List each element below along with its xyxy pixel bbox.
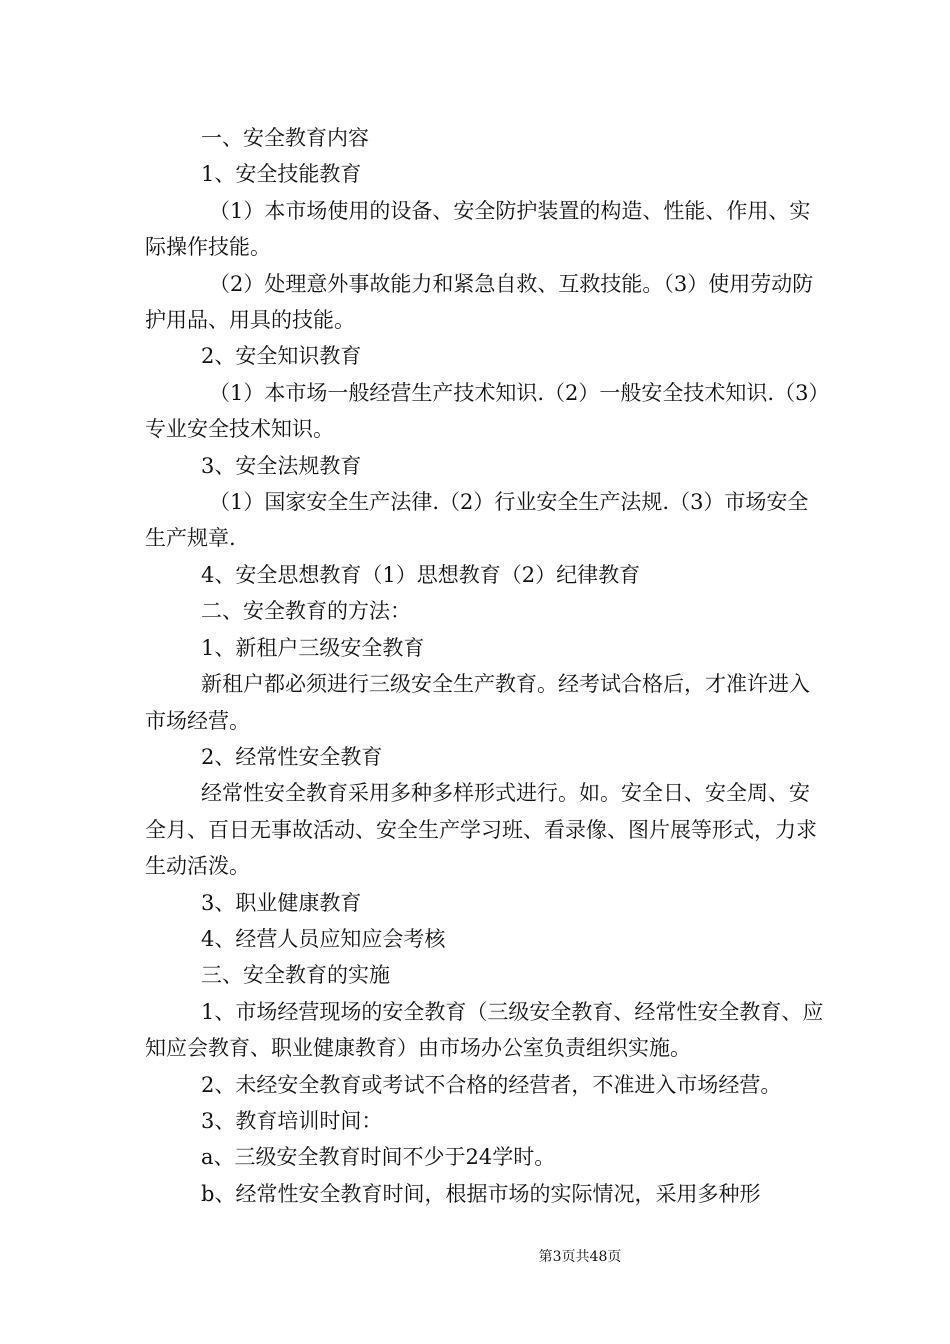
- document-body: [145, 120, 825, 1212]
- paragraph-regulation: （1）国家安全生产法律.（2）行业安全生产法规.（3）市场安全生产规章.: [145, 490, 809, 551]
- paragraph-regular-education: 经常性安全教育采用多种多样形式进行。如。安全日、安全周、安全月、百日无事故活动、安全生产学习班、看录像、图片展等形式，力求生动活泼。: [145, 781, 817, 879]
- heading-section-3: 三、安全教育的实施: [201, 963, 390, 988]
- subheading-regulation-education: 3、安全法规教育: [201, 453, 362, 478]
- paragraph-skill-1: （1）本市场使用的设备、安全防护装置的构造、性能、作用、实际操作技能。: [145, 198, 811, 260]
- paragraph-implementation-1: 1、市场经营现场的安全教育（三级安全教育、经常性安全教育、应知应会教育、职业健康教育）由市场办公室负责组织实施。: [145, 999, 824, 1061]
- subheading-health-education: 3、职业健康教育: [201, 890, 362, 915]
- paragraph-skill-2: （2）处理意外事故能力和紧急自救、互救技能。（3）使用劳动防护用品、用具的技能。: [145, 271, 814, 333]
- subheading-regular-education: 2、经常性安全教育: [201, 744, 383, 769]
- paragraph-new-tenant: 新租户都必须进行三级安全生产教育。经考试合格后，才准许进入市场经营。: [145, 672, 810, 733]
- paragraph-implementation-2: 2、未经安全教育或考试不合格的经营者，不准进入市场经营。: [201, 1072, 782, 1097]
- subheading-knowledge-education: 2、安全知识教育: [201, 344, 362, 369]
- paragraph-knowledge: （1）本市场一般经营生产技术知识.（2）一般安全技术知识.（3）专业安全技术知识。: [145, 380, 819, 442]
- subheading-assessment: 4、经营人员应知应会考核: [201, 926, 446, 951]
- page-number: 第3页共48页: [538, 1249, 622, 1265]
- heading-section-2: 二、安全教育的方法：: [201, 599, 411, 624]
- heading-section-1: 一、安全教育内容: [201, 126, 369, 150]
- subheading-skill-education: 1、安全技能教育: [201, 162, 362, 187]
- subheading-new-tenant: 1、新租户三级安全教育: [201, 635, 425, 660]
- paragraph-training-a: a、三级安全教育时间不少于24学时。: [201, 1145, 556, 1170]
- paragraph-training-b: b、经常性安全教育时间，根据市场的实际情况，采用多种形: [201, 1181, 761, 1206]
- paragraph-implementation-3: 3、教育培训时间：: [201, 1108, 383, 1133]
- subheading-thought-education: 4、安全思想教育（1）思想教育（2）纪律教育: [201, 562, 641, 587]
